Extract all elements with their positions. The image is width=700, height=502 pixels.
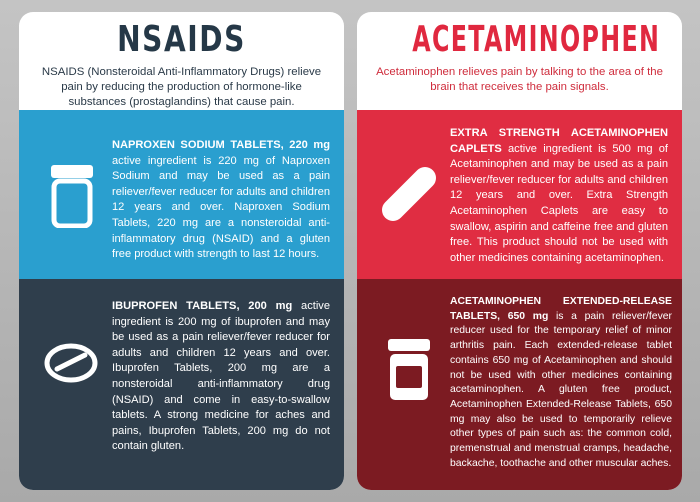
extended-release-product-name: ACETAMINOPHEN EXTENDED-RELEASE TABLETS, 650 mg (450, 296, 672, 322)
extra-strength-section (357, 110, 682, 279)
round-tablet-icon (43, 341, 99, 385)
acetaminophen-title: ACETAMINOPHEN (412, 19, 661, 60)
acetaminophen-description: Acetaminophen relieves pain by talking to the area of the brain that receives the pain signals. (376, 66, 663, 93)
ibuprofen-description (112, 299, 330, 455)
extended-release-description (450, 295, 672, 471)
nsaids-title: NSAIDS (117, 19, 246, 60)
labeled-pill-bottle-icon (386, 339, 432, 401)
caplet-icon (379, 164, 439, 224)
ibuprofen-product-name: IBUPROFEN TABLETS, 200 mg (112, 300, 293, 312)
extra-strength-product-name: EXTRA STRENGTH ACETAMINOPHEN CAPLETS (450, 127, 668, 155)
naproxen-description (112, 138, 330, 263)
acetaminophen-card (357, 12, 682, 490)
extended-release-body: is a pain reliever/fever reducer used for the temporary relief of minor arthritis pain. Each extended-release tablet contains 650 mg of Acetaminophen and should not be used with other medicines containing acetaminophen. A gluten free product, Acetaminophen Extended-Release Tablets, 650 mg may also be used to temporarily relieve other types of pain such as: the common cold, premenstrual and menstrual cramps, headache, backache, toothache and other muscular aches. (450, 310, 672, 469)
naproxen-body: active ingredient is 220 mg of Naproxen Sodium and may be used as a pain reliever/fever reducer for adults and children 12 years and over. Naproxen Sodium Tablets, 220 mg are a nonsteroidal anti-inflammatory drug (NSAID) and a gluten free product with strength to last 12 hours. (112, 154, 330, 261)
ibuprofen-section (19, 279, 344, 490)
ibuprofen-body: active ingredient is 200 mg of ibuprofen and may be used as a pain reliever/fever reducer for adults and children 12 years and over. Ibuprofen Tablets, 200 mg are a nonsteroidal anti-inflammatory drug (NSAID) and come in easy-to-swallow tablets. A strong medicine for aches and pains, Ibuprofen Tablets, 200 mg do not contain gluten. (112, 300, 331, 453)
extra-strength-description (450, 126, 668, 266)
nsaids-header (19, 12, 344, 110)
acetaminophen-header (357, 12, 682, 110)
naproxen-product-name: NAPROXEN SODIUM TABLETS, 220 mg (112, 139, 330, 151)
naproxen-section (19, 110, 344, 279)
nsaids-description: NSAIDS (Nonsteroidal Anti-Inflammatory Drugs) relieve pain by reducing the production of hormone-like substances (prostaglandins) that cause pain. (41, 66, 322, 108)
pill-bottle-icon (49, 164, 95, 228)
extended-release-section (357, 279, 682, 490)
nsaids-card (19, 12, 344, 490)
extra-strength-body: active ingredient is 500 mg of Acetaminophen and may be used as a pain reliever/fever reducer for adults and children 12 years and over. Extra Strength Acetaminophen Caplets are easy to swallow, aspirin and caffeine free and gluten free. This product should not be used with other medicines containing acetaminophen. (450, 142, 668, 264)
